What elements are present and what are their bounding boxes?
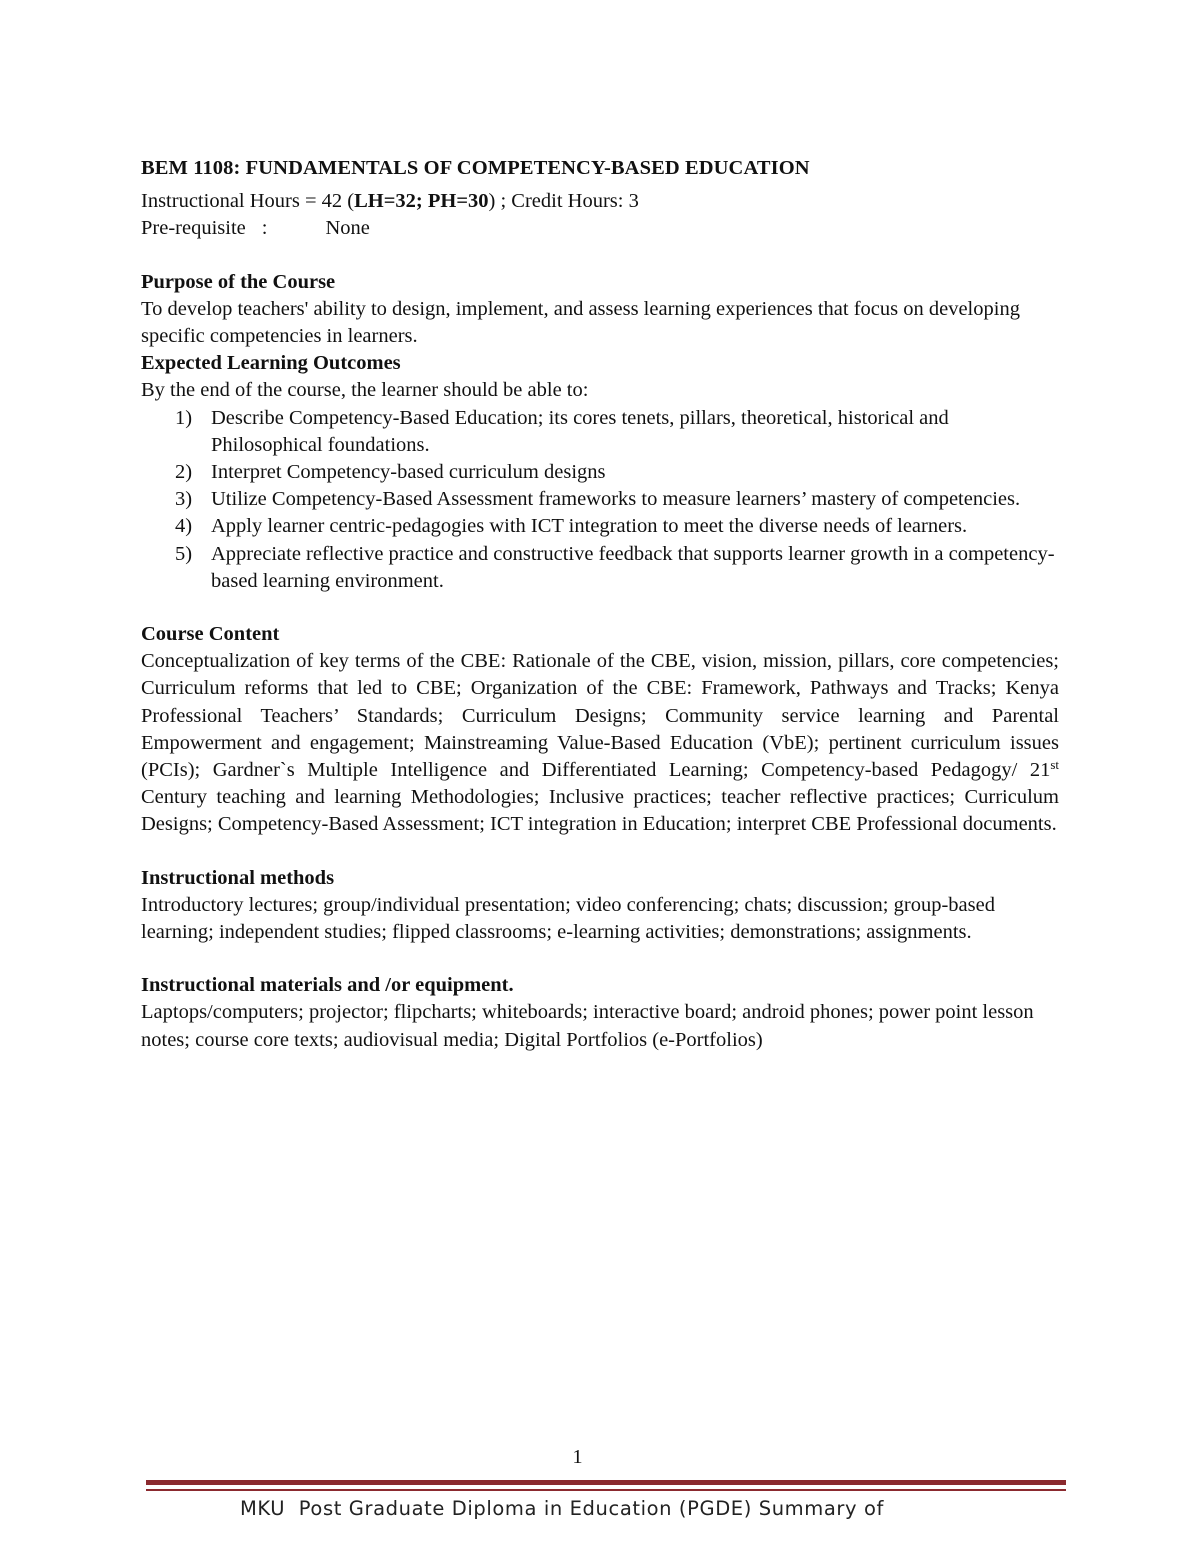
- list-text: Describe Competency-Based Education; its cores tenets, pillars, theoretical, historical and Philosophical foundations.: [211, 406, 949, 456]
- methods-text: Introductory lectures; group/individual presentation; video conferencing; chats; discussion; group-based learning; independent studies; flipped classrooms; e-learning activities; demonstrations; assignments.: [141, 893, 995, 944]
- purpose-text: To develop teachers' ability to design, implement, and assess learning experiences that focus on developing specific competencies in learners.: [141, 297, 1020, 348]
- materials-text: Laptops/computers; projector; flipcharts; whiteboards; interactive board; android phones; power point lesson notes; course core texts; audiovisual media; Digital Portfolios (e-Portfolios): [141, 1001, 1034, 1051]
- document-body: [141, 155, 1059, 1054]
- outcomes-list: [141, 405, 1059, 595]
- list-item: [141, 486, 1059, 513]
- spacer: [141, 839, 1059, 865]
- list-item: [141, 459, 1059, 486]
- list-number: 2): [175, 461, 193, 484]
- outcomes-heading: Expected Learning Outcomes: [141, 352, 401, 375]
- instructional-hours: [141, 188, 1059, 215]
- spacer: [141, 243, 1059, 269]
- prereq-value: None: [325, 217, 370, 240]
- content-text-a: Conceptualization of key terms of the CBE: Rationale of the CBE, vision, mission, pillars, core competencies; Curriculum reforms that led to CBE; Organization of the CBE: Framework, Pathways and Tracks; Kenya Professional Teachers’ Standards; Curriculum Designs; Community service learning and Parental Empowerment and engagement; Mainstreaming Value-Based Education (VbE); pertinent curriculum issues (PCIs); Gardner`s Multiple Intelligence and Differentiated Learning; Competency-based Pedagogy/ 21: [141, 650, 1059, 782]
- hours-bold: LH=32; PH=30: [354, 190, 489, 213]
- page-number: 1: [572, 1446, 583, 1468]
- materials-heading: Instructional materials and /or equipment.: [141, 974, 514, 997]
- content-heading: Course Content: [141, 623, 280, 646]
- list-number: 4): [175, 515, 193, 538]
- prereq-label: Pre-requisite: [141, 217, 246, 240]
- course-title: BEM 1108: FUNDAMENTALS OF COMPETENCY-BASED EDUCATION: [141, 157, 810, 179]
- footer-rule-thick: [146, 1480, 1066, 1485]
- content-text-b: Century teaching and learning Methodologies; Inclusive practices; teacher reflective practices; Curriculum Designs; Competency-Based Assessment; ICT integration in Education; interpret CBE Professional documents.: [141, 786, 1059, 836]
- footer-text: MKU Post Graduate Diploma in Education (PGDE) Summary of: [240, 1497, 884, 1520]
- spacer: [141, 946, 1059, 972]
- list-number: 3): [175, 488, 193, 511]
- hours-prefix: Instructional Hours = 42 (: [141, 190, 355, 213]
- list-text: Apply learner centric-pedagogies with ICT integration to meet the diverse needs of learners.: [211, 515, 968, 538]
- methods-heading: Instructional methods: [141, 866, 335, 889]
- spacer: [141, 595, 1059, 621]
- list-text: Utilize Competency-Based Assessment frameworks to measure learners’ mastery of competencies.: [211, 488, 1021, 511]
- hours-suffix: ) ; Credit Hours: 3: [488, 190, 639, 213]
- list-text: Interpret Competency-based curriculum designs: [211, 461, 606, 484]
- prerequisite: [141, 215, 1059, 242]
- content-sup: st: [1050, 757, 1059, 773]
- list-item: [141, 541, 1059, 595]
- outcomes-intro: By the end of the course, the learner should be able to:: [141, 379, 589, 402]
- prereq-colon: :: [261, 217, 268, 240]
- content-text: [141, 648, 1059, 838]
- list-number: 1): [175, 406, 193, 429]
- list-item: [141, 405, 1059, 459]
- purpose-heading: Purpose of the Course: [141, 270, 336, 293]
- list-item: [141, 513, 1059, 540]
- list-number: 5): [175, 542, 193, 565]
- list-text: Appreciate reflective practice and constructive feedback that supports learner growth in a competency-based learning environment.: [211, 542, 1055, 592]
- footer-rule-thin: [146, 1489, 1066, 1491]
